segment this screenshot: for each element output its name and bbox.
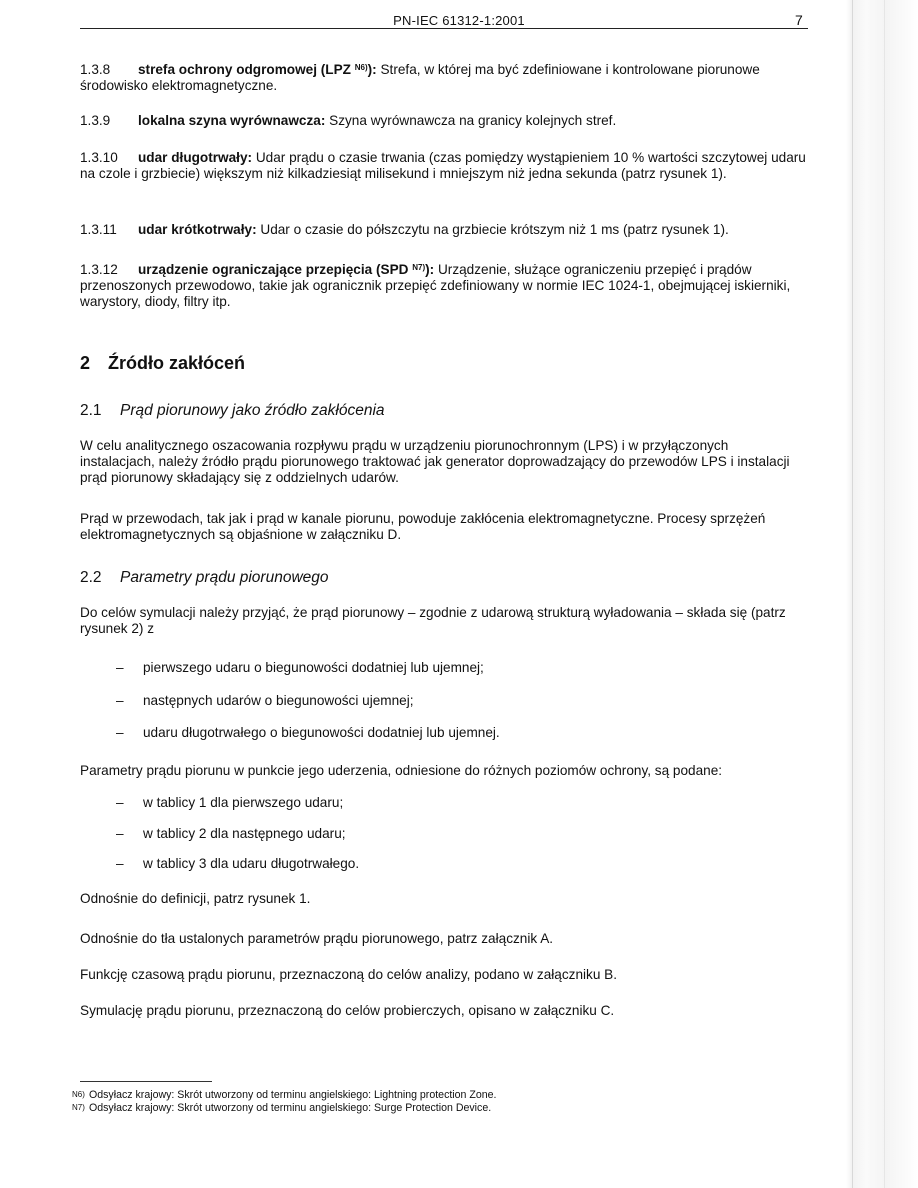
footnote	[72, 1089, 496, 1101]
bullet-dash: –	[116, 795, 124, 810]
subsection-number: 2.2	[80, 569, 102, 586]
scan-edge-line	[852, 0, 853, 1188]
definition-text: Udar o czasie do półszczytu na grzbiecie krótszym niż 1 ms (patrz rysunek 1).	[256, 222, 729, 237]
footnote-text: Odsyłacz krajowy: Skrót utworzony od terminu angielskiego: Lightning protection Zone.	[89, 1089, 497, 1101]
definition-1-3-9	[80, 113, 806, 129]
standard-header: PN-IEC 61312-1:2001	[393, 13, 525, 28]
definition-number: 1.3.12	[80, 262, 118, 277]
scan-edge	[846, 0, 918, 1188]
list-item: – udaru długotrwałego o biegunowości dodatniej lub ujemnej.	[116, 725, 500, 740]
definition-1-3-8	[80, 62, 806, 94]
subsection-heading-2-1	[80, 402, 385, 420]
footnote	[72, 1102, 491, 1114]
definition-text: Szyna wyrównawcza na granicy kolejnych stref.	[325, 113, 617, 128]
paragraph: Symulację prądu piorunu, przeznaczoną do celów probierczych, opisano w załączniku C.	[80, 1003, 615, 1018]
list-item: – w tablicy 2 dla następnego udaru;	[116, 826, 346, 841]
footnote-mark: N6)	[72, 1090, 85, 1099]
bullet-dash: –	[116, 856, 124, 871]
definition-1-3-12	[80, 262, 806, 310]
definition-text: Strefa, w której ma być zdefiniowane i kontrolowane piorunowe środowisko elektromagnetyczne.	[80, 62, 760, 93]
bullet-dash: –	[116, 826, 124, 841]
definition-text: Udar prądu o czasie trwania (czas pomiędzy wystąpieniem 10 % wartości szczytowej udaru na czole i grzbiecie) większym niż kilkadziesiąt milisekund i mniejszym niż jedna sekunda (patrz rysunek 1).	[80, 150, 806, 181]
paragraph: Funkcję czasową prądu piorunu, przeznaczoną do celów analizy, podano w załączniku B.	[80, 967, 618, 982]
list-item: – w tablicy 1 dla pierwszego udaru;	[116, 795, 344, 810]
header-rule	[80, 28, 808, 29]
definition-1-3-11	[80, 222, 806, 238]
footnote-rule	[80, 1081, 212, 1082]
definition-term: udar długotrwały:	[138, 150, 253, 165]
definition-term-end: ):	[367, 62, 377, 77]
paragraph: Odnośnie do definicji, patrz rysunek 1.	[80, 891, 311, 906]
definition-text: Urządzenie, służące ograniczeniu przepięć i prądów przenoszonych przewodowo, takie jak ogranicznik przepięć zdefiniowany w normie IEC 1024-1, obejmującej iskierniki, warystory, diody, filtry itp.	[80, 262, 791, 309]
list-item: – pierwszego udaru o biegunowości dodatniej lub ujemnej;	[116, 660, 484, 675]
footnote-text: Odsyłacz krajowy: Skrót utworzony od terminu angielskiego: Surge Protection Device.	[89, 1102, 492, 1114]
definition-term: urządzenie ograniczające przepięcia (SPD	[138, 262, 413, 277]
definition-term-end: ):	[425, 262, 435, 277]
section-number: 2	[80, 353, 91, 373]
footnote-ref: N6)	[354, 63, 368, 72]
paragraph: W celu analitycznego oszacowania rozpływu prądu w urządzeniu piorunochronnym (LPS) i w przyłączonych instalacjach, należy źródło prądu piorunowego traktować jak generator doprowadzający do przewodów LPS i instalacji prąd piorunowy składający się z oddzielnych udarów.	[80, 438, 790, 485]
list-item: – następnych udarów o biegunowości ujemnej;	[116, 693, 414, 708]
scan-edge-line	[884, 0, 885, 1188]
paragraph: Parametry prądu piorunu w punkcie jego uderzenia, odniesione do różnych poziomów ochrony, są podane:	[80, 763, 723, 778]
definition-number: 1.3.10	[80, 150, 118, 165]
subsection-title: Parametry prądu piorunowego	[120, 569, 329, 586]
definition-number: 1.3.9	[80, 113, 111, 128]
paragraph: Odnośnie do tła ustalonych parametrów prądu piorunowego, patrz załącznik A.	[80, 931, 554, 946]
bullet-dash: –	[116, 660, 124, 675]
footnote-ref: N7)	[412, 263, 426, 272]
subsection-heading-2-2	[80, 569, 329, 587]
paragraph: Do celów symulacji należy przyjąć, że prąd piorunowy – zgodnie z udarową strukturą wyładowania – składa się (patrz rysunek 2) z	[80, 605, 786, 636]
section-title: Źródło zakłóceń	[108, 353, 246, 373]
section-heading	[80, 353, 245, 374]
paragraph: Prąd w przewodach, tak jak i prąd w kanale piorunu, powoduje zakłócenia elektromagnetyczne. Procesy sprzężeń elektromagnetycznych są objaśnione w załączniku D.	[80, 511, 766, 542]
bullet-dash: –	[116, 725, 124, 740]
definition-1-3-10	[80, 150, 806, 182]
definition-number: 1.3.11	[80, 222, 117, 237]
subsection-number: 2.1	[80, 402, 102, 419]
bullet-dash: –	[116, 693, 124, 708]
page-number: 7	[795, 12, 803, 28]
footnote-mark: N7)	[72, 1103, 85, 1112]
definition-term: strefa ochrony odgromowej (LPZ	[138, 62, 355, 77]
definition-term: lokalna szyna wyrównawcza:	[138, 113, 326, 128]
definition-term: udar krótkotrwały:	[138, 222, 257, 237]
definition-number: 1.3.8	[80, 62, 111, 77]
subsection-title: Prąd piorunowy jako źródło zakłócenia	[120, 402, 385, 419]
list-item: – w tablicy 3 dla udaru długotrwałego.	[116, 856, 360, 871]
